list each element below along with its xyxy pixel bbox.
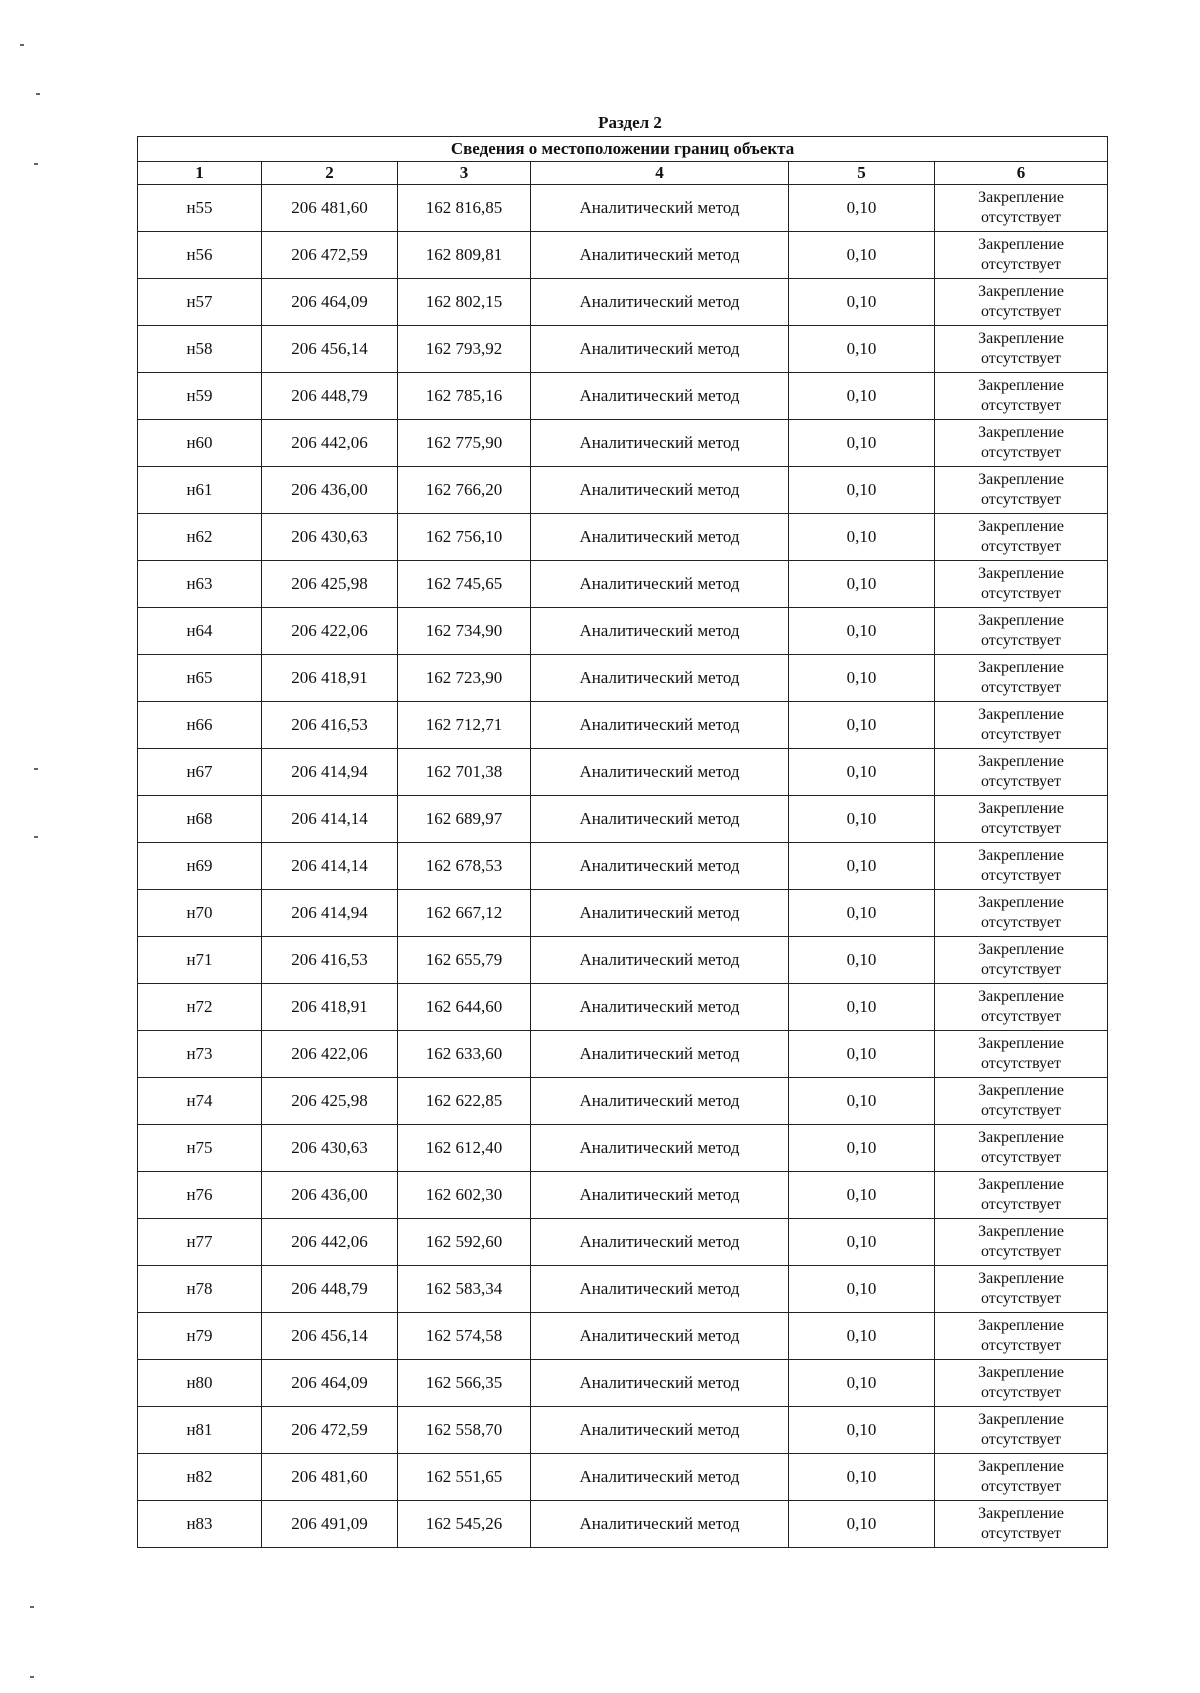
fixing-text: Закрепление <box>978 1505 1064 1522</box>
x-coordinate-cell: 206 414,94 <box>262 749 398 796</box>
table-row <box>138 608 1108 655</box>
accuracy-cell: 0,10 <box>789 1454 935 1501</box>
method-cell: Аналитический метод <box>531 420 789 467</box>
fixing-cell <box>935 1407 1108 1454</box>
method-cell: Аналитический метод <box>531 655 789 702</box>
method-cell: Аналитический метод <box>531 185 789 232</box>
accuracy-cell: 0,10 <box>789 1266 935 1313</box>
x-coordinate-cell: 206 456,14 <box>262 326 398 373</box>
fixing-text: Закрепление <box>978 941 1064 958</box>
method-cell: Аналитический метод <box>531 1313 789 1360</box>
x-coordinate-cell: 206 436,00 <box>262 1172 398 1219</box>
fixing-text: Закрепление <box>978 847 1064 864</box>
y-coordinate-cell: 162 583,34 <box>398 1266 531 1313</box>
accuracy-cell: 0,10 <box>789 702 935 749</box>
table-row <box>138 185 1108 232</box>
point-number-cell: н66 <box>138 702 262 749</box>
point-number-cell: н81 <box>138 1407 262 1454</box>
fixing-text: отсутствует <box>981 444 1062 461</box>
y-coordinate-cell: 162 756,10 <box>398 514 531 561</box>
accuracy-cell: 0,10 <box>789 749 935 796</box>
fixing-text: отсутствует <box>981 1055 1062 1072</box>
scan-speck <box>30 1676 34 1678</box>
method-cell: Аналитический метод <box>531 373 789 420</box>
fixing-cell <box>935 279 1108 326</box>
fixing-text: отсутствует <box>981 1384 1062 1401</box>
method-cell: Аналитический метод <box>531 561 789 608</box>
fixing-text: Закрепление <box>978 1176 1064 1193</box>
fixing-text: отсутствует <box>981 209 1062 226</box>
y-coordinate-cell: 162 701,38 <box>398 749 531 796</box>
table-row <box>138 702 1108 749</box>
fixing-cell <box>935 608 1108 655</box>
table-row <box>138 1313 1108 1360</box>
fixing-cell <box>935 890 1108 937</box>
fixing-text: Закрепление <box>978 753 1064 770</box>
fixing-cell <box>935 1125 1108 1172</box>
section-title: Раздел 2 <box>598 113 662 132</box>
point-number-cell: н80 <box>138 1360 262 1407</box>
y-coordinate-cell: 162 723,90 <box>398 655 531 702</box>
accuracy-cell: 0,10 <box>789 1313 935 1360</box>
fixing-text: Закрепление <box>978 330 1064 347</box>
table-row <box>138 1266 1108 1313</box>
x-coordinate-cell: 206 418,91 <box>262 984 398 1031</box>
method-cell: Аналитический метод <box>531 1501 789 1548</box>
table-row <box>138 1172 1108 1219</box>
fixing-text: отсутствует <box>981 1243 1062 1260</box>
x-coordinate-cell: 206 448,79 <box>262 1266 398 1313</box>
method-cell: Аналитический метод <box>531 232 789 279</box>
fixing-cell <box>935 1360 1108 1407</box>
y-coordinate-cell: 162 816,85 <box>398 185 531 232</box>
column-number: 2 <box>262 162 398 185</box>
fixing-text: отсутствует <box>981 773 1062 790</box>
point-number-cell: н58 <box>138 326 262 373</box>
y-coordinate-cell: 162 655,79 <box>398 937 531 984</box>
fixing-text: отсутствует <box>981 820 1062 837</box>
y-coordinate-cell: 162 612,40 <box>398 1125 531 1172</box>
table-row <box>138 373 1108 420</box>
fixing-text: отсутствует <box>981 632 1062 649</box>
accuracy-cell: 0,10 <box>789 1407 935 1454</box>
y-coordinate-cell: 162 667,12 <box>398 890 531 937</box>
x-coordinate-cell: 206 422,06 <box>262 608 398 655</box>
table-row <box>138 843 1108 890</box>
fixing-text: отсутствует <box>981 538 1062 555</box>
table-row <box>138 1219 1108 1266</box>
table-row <box>138 1078 1108 1125</box>
accuracy-cell: 0,10 <box>789 796 935 843</box>
accuracy-cell: 0,10 <box>789 890 935 937</box>
fixing-text: Закрепление <box>978 518 1064 535</box>
point-number-cell: н73 <box>138 1031 262 1078</box>
y-coordinate-cell: 162 633,60 <box>398 1031 531 1078</box>
accuracy-cell: 0,10 <box>789 937 935 984</box>
y-coordinate-cell: 162 566,35 <box>398 1360 531 1407</box>
scan-speck <box>30 1606 34 1608</box>
point-number-cell: н59 <box>138 373 262 420</box>
table-row <box>138 420 1108 467</box>
y-coordinate-cell: 162 622,85 <box>398 1078 531 1125</box>
table-row <box>138 937 1108 984</box>
table-row <box>138 796 1108 843</box>
method-cell: Аналитический метод <box>531 326 789 373</box>
column-number: 5 <box>789 162 935 185</box>
point-number-cell: н79 <box>138 1313 262 1360</box>
point-number-cell: н64 <box>138 608 262 655</box>
accuracy-cell: 0,10 <box>789 843 935 890</box>
fixing-text: отсутствует <box>981 585 1062 602</box>
x-coordinate-cell: 206 464,09 <box>262 1360 398 1407</box>
point-number-cell: н62 <box>138 514 262 561</box>
x-coordinate-cell: 206 442,06 <box>262 420 398 467</box>
point-number-cell: н72 <box>138 984 262 1031</box>
y-coordinate-cell: 162 745,65 <box>398 561 531 608</box>
table-row <box>138 279 1108 326</box>
y-coordinate-cell: 162 558,70 <box>398 1407 531 1454</box>
x-coordinate-cell: 206 481,60 <box>262 185 398 232</box>
scan-speck <box>20 44 24 46</box>
table-row <box>138 232 1108 279</box>
accuracy-cell: 0,10 <box>789 185 935 232</box>
accuracy-cell: 0,10 <box>789 326 935 373</box>
column-number-row <box>138 162 1108 185</box>
method-cell: Аналитический метод <box>531 984 789 1031</box>
accuracy-cell: 0,10 <box>789 561 935 608</box>
y-coordinate-cell: 162 802,15 <box>398 279 531 326</box>
y-coordinate-cell: 162 793,92 <box>398 326 531 373</box>
fixing-cell <box>935 1501 1108 1548</box>
x-coordinate-cell: 206 456,14 <box>262 1313 398 1360</box>
accuracy-cell: 0,10 <box>789 1125 935 1172</box>
table-row <box>138 561 1108 608</box>
fixing-cell <box>935 749 1108 796</box>
fixing-text: отсутствует <box>981 867 1062 884</box>
method-cell: Аналитический метод <box>531 1454 789 1501</box>
fixing-cell <box>935 1031 1108 1078</box>
fixing-cell <box>935 984 1108 1031</box>
method-cell: Аналитический метод <box>531 1078 789 1125</box>
point-number-cell: н74 <box>138 1078 262 1125</box>
y-coordinate-cell: 162 551,65 <box>398 1454 531 1501</box>
point-number-cell: н76 <box>138 1172 262 1219</box>
y-coordinate-cell: 162 712,71 <box>398 702 531 749</box>
method-cell: Аналитический метод <box>531 608 789 655</box>
fixing-text: Закрепление <box>978 424 1064 441</box>
x-coordinate-cell: 206 422,06 <box>262 1031 398 1078</box>
fixing-cell <box>935 373 1108 420</box>
y-coordinate-cell: 162 734,90 <box>398 608 531 655</box>
table-row <box>138 1031 1108 1078</box>
fixing-text: отсутствует <box>981 397 1062 414</box>
scan-speck <box>34 163 38 165</box>
table-row <box>138 326 1108 373</box>
x-coordinate-cell: 206 472,59 <box>262 232 398 279</box>
fixing-cell <box>935 326 1108 373</box>
point-number-cell: н77 <box>138 1219 262 1266</box>
table-row <box>138 1125 1108 1172</box>
point-number-cell: н71 <box>138 937 262 984</box>
point-number-cell: н70 <box>138 890 262 937</box>
x-coordinate-cell: 206 464,09 <box>262 279 398 326</box>
method-cell: Аналитический метод <box>531 1407 789 1454</box>
fixing-cell <box>935 1219 1108 1266</box>
fixing-text: Закрепление <box>978 377 1064 394</box>
point-number-cell: н75 <box>138 1125 262 1172</box>
accuracy-cell: 0,10 <box>789 1172 935 1219</box>
fixing-text: отсутствует <box>981 914 1062 931</box>
method-cell: Аналитический метод <box>531 749 789 796</box>
accuracy-cell: 0,10 <box>789 608 935 655</box>
fixing-cell <box>935 655 1108 702</box>
fixing-text: Закрепление <box>978 565 1064 582</box>
y-coordinate-cell: 162 678,53 <box>398 843 531 890</box>
fixing-text: отсутствует <box>981 256 1062 273</box>
method-cell: Аналитический метод <box>531 1266 789 1313</box>
point-number-cell: н78 <box>138 1266 262 1313</box>
x-coordinate-cell: 206 448,79 <box>262 373 398 420</box>
point-number-cell: н55 <box>138 185 262 232</box>
fixing-cell <box>935 937 1108 984</box>
fixing-cell <box>935 467 1108 514</box>
table-row <box>138 890 1108 937</box>
table-row <box>138 749 1108 796</box>
method-cell: Аналитический метод <box>531 1360 789 1407</box>
table-row <box>138 984 1108 1031</box>
column-number: 1 <box>138 162 262 185</box>
y-coordinate-cell: 162 602,30 <box>398 1172 531 1219</box>
fixing-text: отсутствует <box>981 1149 1062 1166</box>
accuracy-cell: 0,10 <box>789 1219 935 1266</box>
point-number-cell: н60 <box>138 420 262 467</box>
fixing-text: Закрепление <box>978 1223 1064 1240</box>
accuracy-cell: 0,10 <box>789 373 935 420</box>
point-number-cell: н67 <box>138 749 262 796</box>
fixing-text: Закрепление <box>978 189 1064 206</box>
method-cell: Аналитический метод <box>531 1172 789 1219</box>
x-coordinate-cell: 206 442,06 <box>262 1219 398 1266</box>
fixing-cell <box>935 514 1108 561</box>
method-cell: Аналитический метод <box>531 1031 789 1078</box>
x-coordinate-cell: 206 491,09 <box>262 1501 398 1548</box>
fixing-text: отсутствует <box>981 1290 1062 1307</box>
fixing-cell <box>935 796 1108 843</box>
scan-speck <box>34 836 38 838</box>
table-row <box>138 1360 1108 1407</box>
accuracy-cell: 0,10 <box>789 1360 935 1407</box>
y-coordinate-cell: 162 644,60 <box>398 984 531 1031</box>
method-cell: Аналитический метод <box>531 796 789 843</box>
method-cell: Аналитический метод <box>531 937 789 984</box>
table-row <box>138 1454 1108 1501</box>
fixing-text: отсутствует <box>981 1196 1062 1213</box>
method-cell: Аналитический метод <box>531 1219 789 1266</box>
point-number-cell: н69 <box>138 843 262 890</box>
fixing-text: Закрепление <box>978 236 1064 253</box>
fixing-text: отсутствует <box>981 350 1062 367</box>
table-row <box>138 655 1108 702</box>
accuracy-cell: 0,10 <box>789 514 935 561</box>
accuracy-cell: 0,10 <box>789 1501 935 1548</box>
point-number-cell: н57 <box>138 279 262 326</box>
method-cell: Аналитический метод <box>531 514 789 561</box>
fixing-cell <box>935 1313 1108 1360</box>
accuracy-cell: 0,10 <box>789 1078 935 1125</box>
fixing-cell <box>935 232 1108 279</box>
fixing-text: отсутствует <box>981 961 1062 978</box>
accuracy-cell: 0,10 <box>789 420 935 467</box>
fixing-text: Закрепление <box>978 706 1064 723</box>
fixing-text: Закрепление <box>978 1035 1064 1052</box>
y-coordinate-cell: 162 689,97 <box>398 796 531 843</box>
fixing-text: Закрепление <box>978 800 1064 817</box>
fixing-text: отсутствует <box>981 1525 1062 1542</box>
method-cell: Аналитический метод <box>531 279 789 326</box>
point-number-cell: н65 <box>138 655 262 702</box>
fixing-text: отсутствует <box>981 679 1062 696</box>
accuracy-cell: 0,10 <box>789 655 935 702</box>
column-number: 3 <box>398 162 531 185</box>
fixing-text: отсутствует <box>981 1478 1062 1495</box>
scan-speck <box>34 768 38 770</box>
point-number-cell: н68 <box>138 796 262 843</box>
table-row <box>138 1407 1108 1454</box>
x-coordinate-cell: 206 414,14 <box>262 796 398 843</box>
fixing-cell <box>935 702 1108 749</box>
x-coordinate-cell: 206 436,00 <box>262 467 398 514</box>
x-coordinate-cell: 206 425,98 <box>262 561 398 608</box>
table-row <box>138 1501 1108 1548</box>
method-cell: Аналитический метод <box>531 467 789 514</box>
scan-speck <box>36 93 40 95</box>
fixing-cell <box>935 185 1108 232</box>
column-number: 6 <box>935 162 1108 185</box>
y-coordinate-cell: 162 775,90 <box>398 420 531 467</box>
y-coordinate-cell: 162 785,16 <box>398 373 531 420</box>
fixing-text: отсутствует <box>981 726 1062 743</box>
fixing-text: Закрепление <box>978 612 1064 629</box>
fixing-cell <box>935 420 1108 467</box>
x-coordinate-cell: 206 425,98 <box>262 1078 398 1125</box>
y-coordinate-cell: 162 766,20 <box>398 467 531 514</box>
fixing-text: Закрепление <box>978 1270 1064 1287</box>
x-coordinate-cell: 206 416,53 <box>262 702 398 749</box>
boundary-coordinates-table <box>137 136 1108 1548</box>
fixing-text: Закрепление <box>978 1458 1064 1475</box>
fixing-text: Закрепление <box>978 1317 1064 1334</box>
accuracy-cell: 0,10 <box>789 984 935 1031</box>
fixing-text: Закрепление <box>978 1411 1064 1428</box>
point-number-cell: н56 <box>138 232 262 279</box>
fixing-text: отсутствует <box>981 491 1062 508</box>
fixing-cell <box>935 843 1108 890</box>
table-row <box>138 467 1108 514</box>
y-coordinate-cell: 162 545,26 <box>398 1501 531 1548</box>
fixing-text: отсутствует <box>981 303 1062 320</box>
fixing-text: Закрепление <box>978 894 1064 911</box>
x-coordinate-cell: 206 430,63 <box>262 514 398 561</box>
accuracy-cell: 0,10 <box>789 467 935 514</box>
y-coordinate-cell: 162 574,58 <box>398 1313 531 1360</box>
x-coordinate-cell: 206 430,63 <box>262 1125 398 1172</box>
fixing-cell <box>935 1078 1108 1125</box>
x-coordinate-cell: 206 414,14 <box>262 843 398 890</box>
fixing-text: Закрепление <box>978 471 1064 488</box>
fixing-text: Закрепление <box>978 1364 1064 1381</box>
table-row <box>138 514 1108 561</box>
fixing-text: Закрепление <box>978 1129 1064 1146</box>
fixing-text: Закрепление <box>978 1082 1064 1099</box>
fixing-cell <box>935 1266 1108 1313</box>
table-body <box>138 185 1108 1548</box>
fixing-text: отсутствует <box>981 1008 1062 1025</box>
point-number-cell: н61 <box>138 467 262 514</box>
x-coordinate-cell: 206 414,94 <box>262 890 398 937</box>
table-caption: Сведения о местоположении границ объекта <box>138 137 1108 162</box>
fixing-text: отсутствует <box>981 1337 1062 1354</box>
point-number-cell: н82 <box>138 1454 262 1501</box>
accuracy-cell: 0,10 <box>789 1031 935 1078</box>
x-coordinate-cell: 206 481,60 <box>262 1454 398 1501</box>
fixing-text: Закрепление <box>978 659 1064 676</box>
fixing-cell <box>935 1454 1108 1501</box>
accuracy-cell: 0,10 <box>789 279 935 326</box>
point-number-cell: н63 <box>138 561 262 608</box>
accuracy-cell: 0,10 <box>789 232 935 279</box>
point-number-cell: н83 <box>138 1501 262 1548</box>
fixing-text: Закрепление <box>978 988 1064 1005</box>
method-cell: Аналитический метод <box>531 1125 789 1172</box>
column-number: 4 <box>531 162 789 185</box>
y-coordinate-cell: 162 809,81 <box>398 232 531 279</box>
fixing-cell <box>935 561 1108 608</box>
fixing-text: Закрепление <box>978 283 1064 300</box>
x-coordinate-cell: 206 472,59 <box>262 1407 398 1454</box>
y-coordinate-cell: 162 592,60 <box>398 1219 531 1266</box>
x-coordinate-cell: 206 418,91 <box>262 655 398 702</box>
fixing-cell <box>935 1172 1108 1219</box>
x-coordinate-cell: 206 416,53 <box>262 937 398 984</box>
method-cell: Аналитический метод <box>531 702 789 749</box>
method-cell: Аналитический метод <box>531 843 789 890</box>
fixing-text: отсутствует <box>981 1431 1062 1448</box>
fixing-text: отсутствует <box>981 1102 1062 1119</box>
method-cell: Аналитический метод <box>531 890 789 937</box>
